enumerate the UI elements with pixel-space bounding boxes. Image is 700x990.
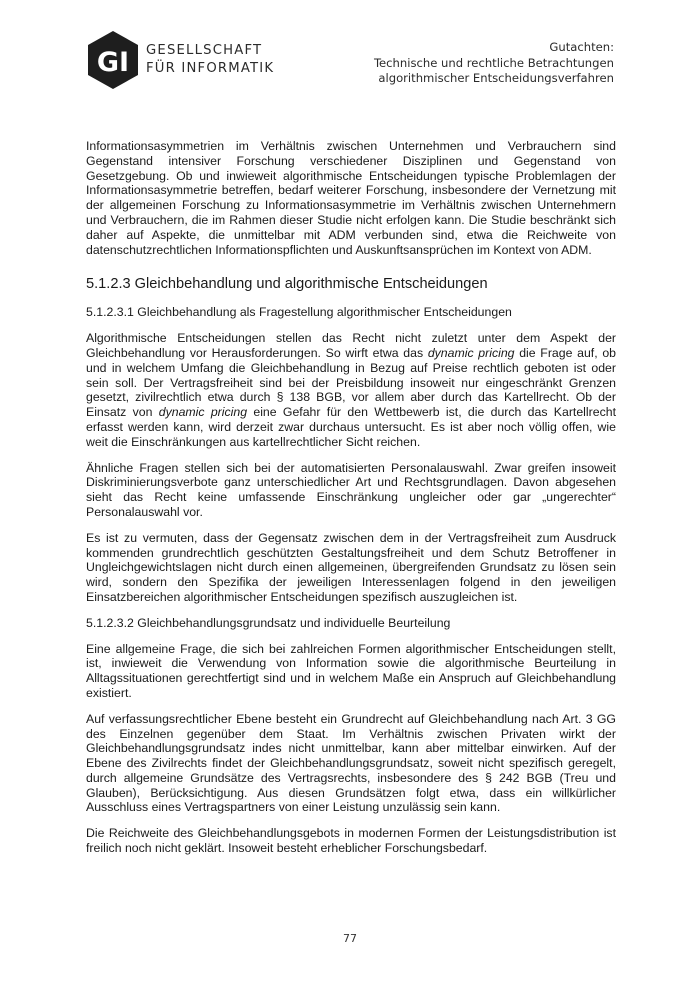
subsection-heading-5-1-2-3-2: 5.1.2.3.2 Gleichbehandlungsgrundsatz und individuelle Beurteilung: [86, 615, 451, 630]
paragraph-gegensatz: Es ist zu vermuten, dass der Gegensatz zwischen dem in der Vertragsfreiheit zum Ausdruck kommenden grundrechtlich geschützten Gestaltungsfreiheit und dem Schutz Betroffener in Ungleichgewichtslagen nicht durch einen allgemeinen, übergreifenden Grundsatz zu lösen sein wird, sondern den Spezifika der jeweiligen Interessenlagen folgend in den jeweiligen Einsatzbereichen algorithmischer Entscheidungen spezifisch auszugleichen ist.: [86, 530, 616, 604]
doc-title-line-2: algorithmischer Entscheidungsverfahren: [378, 71, 614, 85]
page-number: 77: [343, 932, 357, 945]
page-content: [86, 139, 616, 867]
gi-logo: [86, 30, 276, 94]
text-run: Algorithmische Entscheidungen stellen das Recht nicht zuletzt unter dem Aspekt der Gleichbehandlung vor Herausforderungen. So wirft etwa das: [86, 331, 616, 360]
paragraph-informationsasymmetrien: Informationsasymmetrien im Verhältnis zwischen Unternehmen und Verbrauchern sind Gegenstand intensiver Forschung verschiedener Disziplinen und Gegenstand von Gesetzgebung. Ob und inwieweit algorithmische Entscheidungen typische Problemlagen der Informationsasymmetrie betreffen, bedarf weiterer Forschung, insbesondere der Vernetzung mit der allgemeinen Forschung zu Informationsasymmetrie im Verhältnis zwischen Unternehmern und Verbrauchern, die im Rahmen dieser Studie nicht erfolgen kann. Die Studie beschränkt sich daher auf Aspekte, die unmittelbar mit ADM verbunden sind, etwa die Reichweite von datenschutzrechtlichen Informationspflichten und Auskunftsansprüchen im Kontext von ADM.: [86, 139, 616, 257]
gi-logo-mark-icon: [86, 30, 140, 90]
paragraph-verfassungsrecht: Auf verfassungsrechtlicher Ebene besteht ein Grundrecht auf Gleichbehandlung nach Art. 3 GG des Einzelnen gegenüber dem Staat. Im Verhältnis zwischen Privaten wirkt der Gleichbehandlungsgrundsatz indes nicht unmittelbar, kann aber mittelbar einwirken. Auf der Ebene des Zivilrechts findet der Gleichbehandlungsgrundsatz, soweit nicht spezifisch geregelt, durch allgemeine Grundsätze des Vertragsrechts, insbesondere des § 242 BGB (Treu und Glauben), Berücksichtigung. Aus diesen Grundsätzen folgt etwa, dass ein willkürlicher Ausschluss eines Vertragspartners von einer Leistung unzulässig sein kann.: [86, 711, 616, 815]
gi-logo-text: [146, 42, 274, 78]
doc-label: Gutachten:: [549, 40, 614, 54]
emphasis-dynamic-pricing: dynamic pricing: [427, 345, 515, 360]
subsection-heading-5-1-2-3-1: 5.1.2.3.1 Gleichbehandlung als Fragestellung algorithmischer Entscheidungen: [86, 305, 512, 320]
paragraph-allgemeine-frage: Eine allgemeine Frage, die sich bei zahlreichen Formen algorithmischer Entscheidungen stellt, ist, inwieweit die Verwendung von Information sowie die algorithmische Beurteilung in Alltagssituationen gerechtfertigt sind und in welchem Maße ein Anspruch auf Gleichbehandlung existiert.: [86, 641, 616, 700]
gi-logo-mark: GI: [96, 47, 130, 78]
text-run: eine Gefahr für den Wettbewerb ist, die durch das Kartellrecht erfasst werden kann, wird derzeit zwar durchaus untersucht. Es ist aber noch völlig offen, wie weit die Einschränkungen aus kartellrechtlicher Sicht reichen.: [86, 405, 616, 449]
paragraph-personalauswahl: Ähnliche Fragen stellen sich bei der automatisierten Personalauswahl. Zwar greifen insoweit Diskriminierungsverbote ganz unterschiedlicher Art und Rechtsgrundlagen. Davon abgesehen sieht das Recht keine umfassende Einschränkung ungleicher oder gar „ungerechter“ Personalauswahl vor.: [86, 460, 616, 519]
logo-line-2: FÜR INFORMATIK: [146, 61, 275, 76]
doc-title-line-1: Technische und rechtliche Betrachtungen: [373, 55, 614, 70]
document-header: [374, 40, 614, 87]
paragraph-reichweite: Die Reichweite des Gleichbehandlungsgebots in modernen Formen der Leistungsdistribution ist freilich noch nicht geklärt. Insoweit besteht erheblicher Forschungsbedarf.: [86, 826, 616, 856]
text-run: die Frage auf, ob und in welchem Umfang die Gleichbehandlung in Bezug auf Preise rechtlich geboten ist oder sein soll. Der Vertragsfreiheit sind bei der Preisbildung insoweit nur eingeschränkt Grenzen gesetzt, zivilrechtlich etwa durch § 138 BGB, vor allem aber durch das Kartellrecht. Ob der Einsatz von: [86, 345, 616, 420]
paragraph-dynamic-pricing: [86, 331, 616, 449]
emphasis-dynamic-pricing: dynamic pricing: [158, 405, 248, 420]
section-heading-5-1-2-3: 5.1.2.3 Gleichbehandlung und algorithmische Entscheidungen: [86, 276, 488, 293]
logo-line-1: GESELLSCHAFT: [146, 43, 263, 58]
